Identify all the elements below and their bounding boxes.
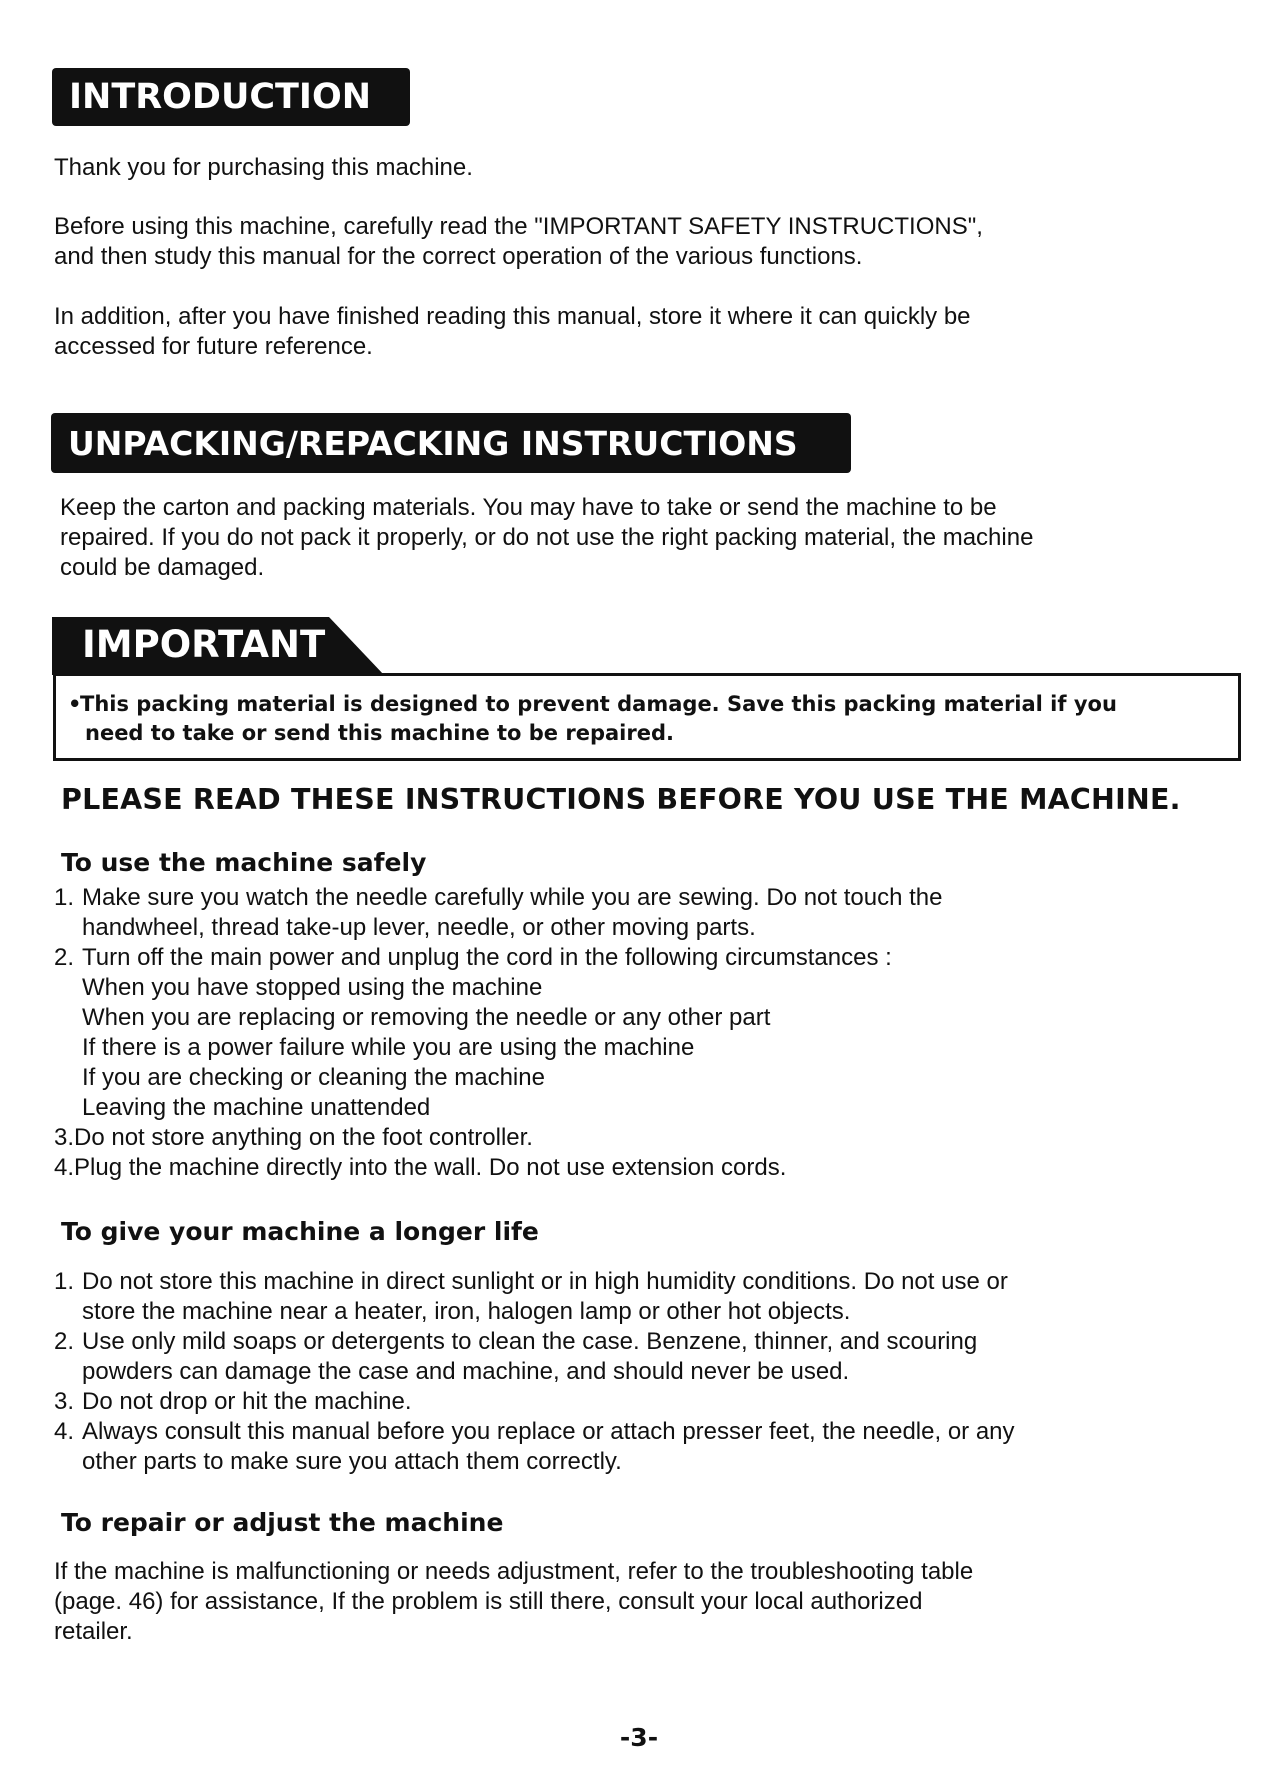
introduction-p1-text: Thank you for purchasing this machine. [54,154,473,181]
safely-list [54,883,942,1183]
repair-line3: retailer. [54,1618,133,1645]
introduction-p3-line1: In addition, after you have finished reading this manual, store it where it can quickly be [54,303,971,330]
longer-life-item2-num: 2. [54,1328,75,1355]
longer-life-list [54,1267,1015,1477]
safely-sub-item: If there is a power failure while you are using the machine [82,1034,695,1061]
main-heading: PLEASE READ THESE INSTRUCTIONS BEFORE YOU USE THE MACHINE. [61,783,1181,816]
longer-life-item-2 [54,1327,1015,1357]
page-number: -3- [619,1723,659,1752]
introduction-title: INTRODUCTION [69,77,371,117]
important-text [68,690,1117,748]
safely-sub-item: If you are checking or cleaning the machine [82,1064,545,1091]
repair-line1: If the machine is malfunctioning or needs adjustment, refer to the troubleshooting table [54,1558,974,1585]
safely-item-4: 4.Plug the machine directly into the wall. Do not use extension cords. [54,1154,787,1181]
repair-paragraph [54,1557,973,1647]
repair-line2: (page. 46) for assistance, If the problem is still there, consult your local authorized [54,1588,923,1615]
safely-item-3: 3.Do not store anything on the foot controller. [54,1124,533,1151]
important-box [53,673,1241,761]
introduction-banner [52,68,410,126]
unpacking-line3: could be damaged. [60,554,265,581]
longer-life-item3-num: 3. [54,1388,75,1415]
longer-life-heading: To give your machine a longer life [61,1217,539,1246]
introduction-p2-line2: and then study this manual for the correct operation of the various functions. [54,243,863,270]
longer-life-item3-line1: Do not drop or hit the machine. [82,1388,412,1415]
longer-life-item4-line1: Always consult this manual before you replace or attach presser feet, the needle, or any [82,1418,1015,1445]
safely-item2-line1: Turn off the main power and unplug the cord in the following circumstances : [82,944,892,971]
longer-life-item-4 [54,1417,1015,1447]
important-line2: need to take or send this machine to be repaired. [85,721,674,745]
unpacking-paragraph [60,493,1033,583]
safely-item1-line1: Make sure you watch the needle carefully while you are sewing. Do not touch the [82,884,943,911]
repair-heading: To repair or adjust the machine [61,1508,504,1537]
introduction-p3-line2: accessed for future reference. [54,333,373,360]
longer-life-item-1 [54,1267,1015,1297]
safely-item1-line2: handwheel, thread take-up lever, needle, or other moving parts. [82,914,756,941]
safely-item2-num: 2. [54,944,75,971]
safely-heading: To use the machine safely [61,848,427,877]
safely-item-1 [54,883,942,913]
unpacking-title: UNPACKING/REPACKING INSTRUCTIONS [68,423,798,463]
longer-life-item4-num: 4. [54,1418,75,1445]
introduction-p2-line1: Before using this machine, carefully read the "IMPORTANT SAFETY INSTRUCTIONS", [54,213,983,240]
longer-life-item1-num: 1. [54,1268,75,1295]
unpacking-line2: repaired. If you do not pack it properly, or do not use the right packing material, the machine [60,524,1034,551]
bullet-icon: • [68,692,82,716]
safely-sub-item: Leaving the machine unattended [82,1094,431,1121]
longer-life-item-3 [54,1387,1015,1417]
introduction-paragraph-2 [54,212,983,272]
longer-life-item2-line2: powders can damage the case and machine, and should never be used. [82,1358,850,1385]
safely-item-2 [54,943,942,973]
longer-life-item1-line2: store the machine near a heater, iron, halogen lamp or other hot objects. [82,1298,851,1325]
longer-life-item1-line1: Do not store this machine in direct sunlight or in high humidity conditions. Do not use or [82,1268,1008,1295]
safely-item1-num: 1. [54,884,75,911]
longer-life-item2-line1: Use only mild soaps or detergents to clean the case. Benzene, thinner, and scouring [82,1328,978,1355]
introduction-paragraph-3 [54,302,971,362]
longer-life-item4-line2: other parts to make sure you attach them correctly. [82,1448,622,1475]
important-line1: This packing material is designed to prevent damage. Save this packing material if you [80,692,1117,716]
safely-sub-item: When you have stopped using the machine [82,974,543,1001]
introduction-paragraph-1 [54,153,473,183]
unpacking-banner [51,413,851,473]
important-title: IMPORTANT [82,623,326,666]
safely-sub-item: When you are replacing or removing the needle or any other part [82,1004,771,1031]
unpacking-line1: Keep the carton and packing materials. You may have to take or send the machine to be [60,494,997,521]
